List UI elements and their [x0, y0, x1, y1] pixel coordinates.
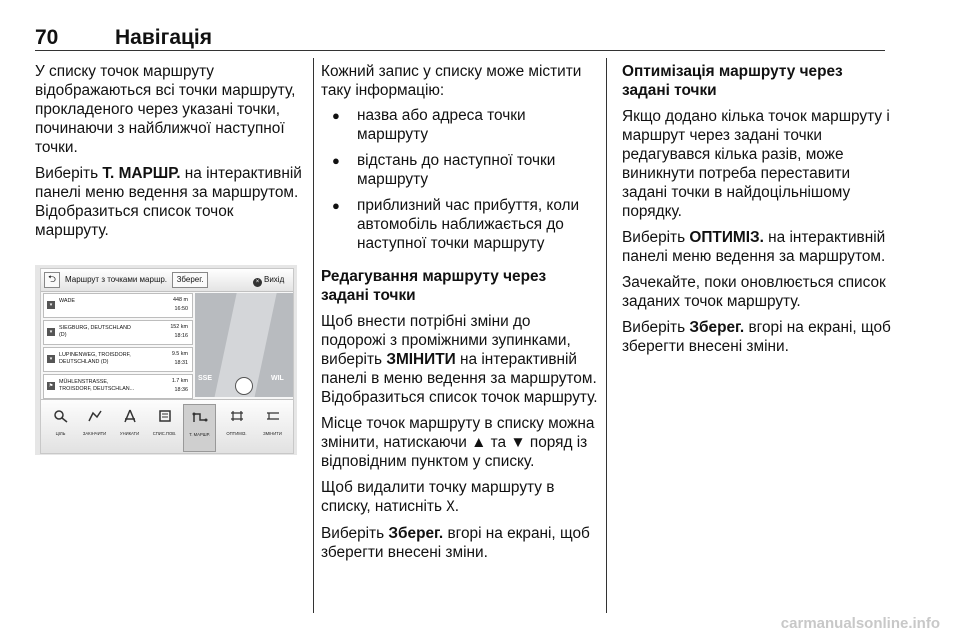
screen-topbar [41, 269, 293, 292]
waypoints-button[interactable] [183, 404, 216, 452]
text: на інтерактивній панелі в меню ведення за маршрутом. Відобразиться список точок маршруту. [321, 351, 598, 406]
exit-label: Вихід [264, 275, 285, 284]
interaction-selector-bar [41, 399, 293, 454]
turn-list-icon [157, 409, 173, 423]
name-line: SIEGBURG, DEUTSCHLAND [59, 325, 131, 331]
menu-label: Зберег. [388, 525, 444, 542]
paragraph: Якщо додано кілька точок маршруту і маршрут через задані точки редагувався кілька разів, може виникнути потреба переставити задані точки в найдоцільнішому порядку. [622, 108, 890, 220]
text: на інтерактивній панелі меню ведення за маршрутом. Відобразиться список точок маршруту. [35, 165, 302, 239]
list-item[interactable] [43, 347, 193, 372]
end-guidance-button[interactable] [79, 404, 110, 450]
back-arrow-icon: ⮌ [47, 274, 56, 285]
text: Виберіть [35, 165, 103, 182]
column-divider-2 [606, 58, 607, 613]
waypoint-time: 18:36 [174, 387, 188, 393]
route-list [43, 293, 193, 401]
name-line: LUPINENWEG, TROISDORF, [59, 352, 131, 358]
waypoint-name [59, 298, 159, 305]
waypoint-icon: ▾ [47, 355, 55, 363]
column-2 [321, 62, 598, 569]
waypoint-distance: 1.7 km [171, 378, 188, 384]
header-rule [35, 50, 885, 51]
name-line: DEUTSCHLAND (D) [59, 358, 109, 365]
edit-button[interactable] [257, 404, 288, 450]
map-view[interactable] [195, 293, 293, 397]
search-destination-icon [53, 409, 69, 423]
flag-icon: ⚑ [48, 383, 54, 389]
waypoint-name [59, 379, 159, 392]
exit-button[interactable] [253, 275, 284, 287]
waypoint-time: 16:50 [174, 306, 188, 312]
subsection-heading: Оптимізація маршруту через задані точки [622, 63, 843, 99]
toolbar-label: ЦІЛЬ [55, 431, 66, 436]
column-divider-1 [313, 58, 314, 613]
waypoint-icon: ▾ [47, 301, 55, 309]
toolbar-label: ЗМІНИТИ [263, 431, 282, 436]
waypoint-time: 18:16 [174, 333, 188, 339]
list-item: ● приблизний час прибуття, коли автомобіль наближається до наступної точки маршруту [321, 196, 598, 253]
page-number: 70 [35, 26, 59, 49]
list-item: ● відстань до наступної точки маршруту [321, 151, 598, 189]
waypoints-icon [192, 410, 208, 424]
waypoint-name [59, 352, 159, 365]
column-3 [622, 62, 892, 363]
list-item[interactable] [43, 374, 193, 399]
save-button[interactable]: Зберег. [172, 272, 208, 288]
optimize-button[interactable] [221, 404, 252, 450]
name-line: (D) [59, 331, 67, 338]
text: Щоб видалити точку маршруту в списку, натисніть [321, 479, 555, 515]
menu-label: ЗМІНИТИ [386, 351, 456, 368]
menu-label: Т. МАРШР. [102, 165, 181, 182]
subsection-heading: Редагування маршруту через задані точки [321, 268, 547, 304]
toolbar-label: Т. МАРШР. [189, 432, 210, 437]
text: вгорі на екрані, щоб зберегти внесені зміни. [321, 525, 590, 561]
screen-title: Маршрут з точками маршр. [65, 275, 168, 284]
paragraph [321, 312, 598, 407]
paragraph [622, 318, 892, 356]
paragraph [321, 478, 598, 517]
delete-symbol: X [446, 499, 455, 515]
destination-button[interactable] [45, 404, 76, 450]
turn-list-button[interactable] [149, 404, 180, 450]
optimize-route-icon [229, 409, 245, 423]
waypoint-time: 18:31 [174, 360, 188, 366]
paragraph [321, 524, 598, 562]
toolbar-label: ОПТИМІЗ. [226, 431, 247, 436]
back-button[interactable] [44, 272, 60, 288]
text: на інтерактивній панелі меню ведення за маршрутом. [622, 229, 886, 265]
infotainment-screen [40, 268, 294, 454]
name-line: WADE [59, 298, 75, 304]
waypoint-icon: ▾ [47, 328, 55, 336]
name-line: TROISDORF, DEUTSCHLAN... [59, 385, 135, 392]
toolbar-label: УНИКАТИ [119, 431, 140, 436]
text: вгорі на екрані, щоб зберегти внесені зміни. [622, 319, 891, 355]
text: Щоб внести потрібні зміни до подорожі з проміжними зупинками, виберіть [321, 313, 571, 368]
waypoint-distance: 152 km [170, 324, 188, 330]
paragraph [622, 228, 892, 266]
toolbar-label: ЗАКІНЧИТИ [82, 431, 107, 436]
page-header [35, 26, 885, 52]
edit-route-icon [265, 409, 281, 423]
column-1 [35, 62, 305, 247]
menu-label: ОПТИМІЗ. [689, 229, 764, 246]
avoid-road-icon [122, 409, 138, 423]
paragraph [35, 164, 305, 240]
waypoint-name [59, 325, 159, 338]
car-position-icon [235, 377, 253, 395]
map-street-label: SSE [198, 375, 213, 382]
paragraph: У списку точок маршруту відображаються всі точки маршруту, прокладеного через указані точки, починаючи з найближчої наступної точки. [35, 63, 296, 156]
paragraph: Місце точок маршруту в списку можна змінити, натискаючи ▲ та ▼ поряд із відповідним пунктом у списку. [321, 415, 595, 470]
list-item[interactable] [43, 293, 193, 318]
section-title: Навігація [115, 26, 213, 49]
end-route-icon [87, 409, 103, 423]
waypoint-distance: 9.5 km [171, 351, 188, 357]
map-street-label: WIL [271, 375, 284, 382]
list-item: ● назва або адреса точки маршруту [321, 106, 598, 144]
menu-label: Зберег. [689, 319, 745, 336]
waypoint-distance: 448 m [173, 297, 188, 303]
text: . [454, 498, 459, 515]
text: Виберіть [321, 525, 389, 542]
close-icon: × [253, 278, 262, 287]
route-waypoints-screenshot [35, 265, 297, 455]
paragraph: Зачекайте, поки оновлюється список заданих точок маршруту. [622, 274, 886, 310]
name-line: MÜHLENSTRASSE, [59, 379, 109, 385]
avoid-button[interactable] [114, 404, 145, 450]
toolbar-label: СПИС.ПОВ. [152, 431, 177, 436]
text: Виберіть [622, 319, 690, 336]
text: Виберіть [622, 229, 690, 246]
list-item[interactable] [43, 320, 193, 345]
info-list [321, 106, 598, 253]
paragraph: Кожний запис у списку може містити таку інформацію: [321, 63, 582, 99]
watermark: carmanualsonline.info [780, 615, 940, 632]
